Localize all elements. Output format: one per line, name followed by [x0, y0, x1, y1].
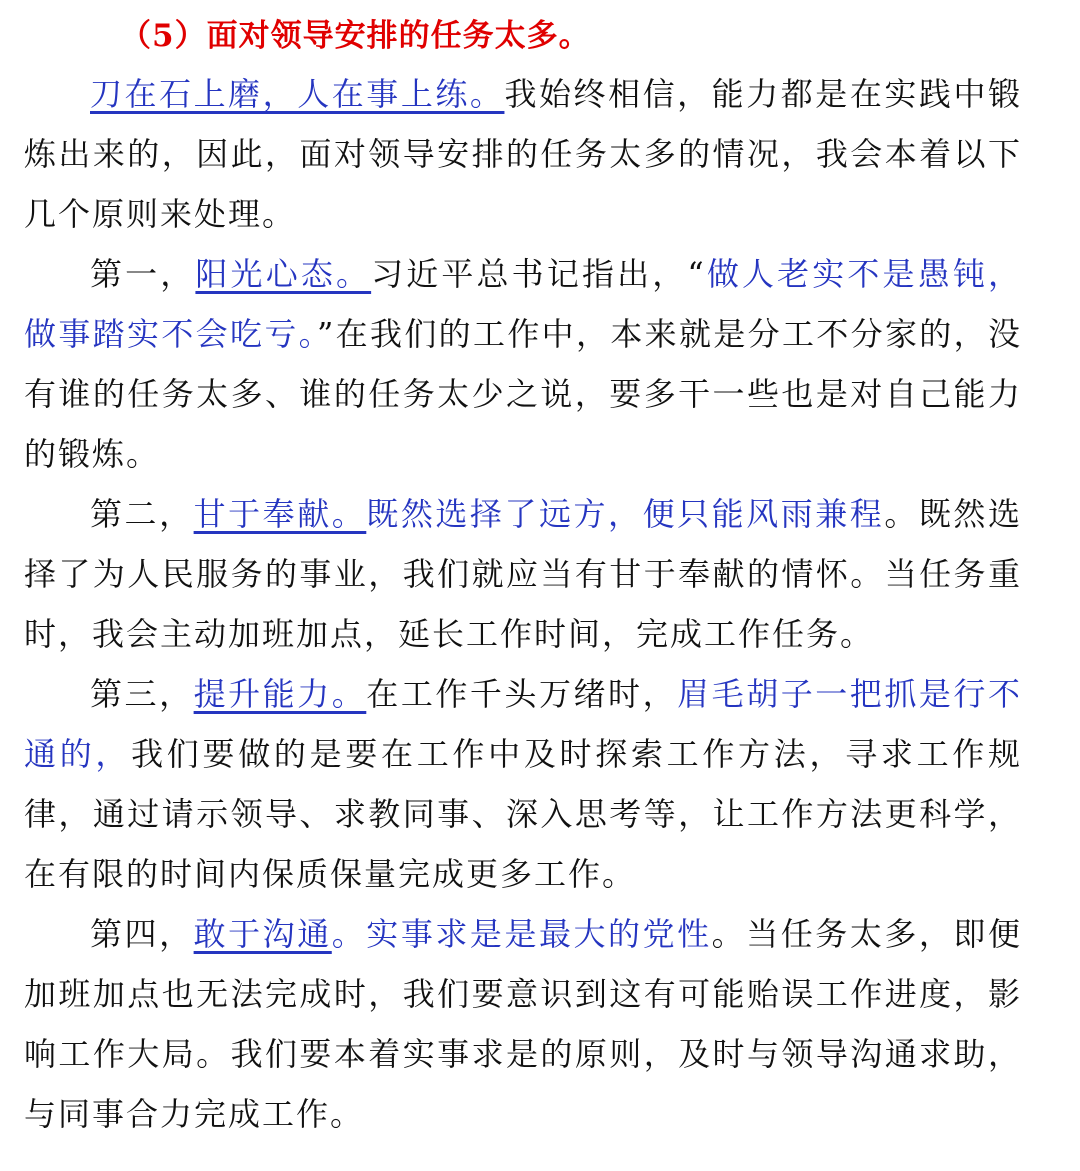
intro-text: 我始终相信，能力都是在实践中锻炼出来的，因此，面对领导安排的任务太多的情况，我会本着以下几个原则来处理。	[24, 75, 1022, 233]
paragraph-fourth-principle	[24, 904, 1022, 1144]
third-text-b: 我们要做的是要在工作中及时探索工作方法，寻求工作规律，通过请示领导、求教同事、深入思考等，让工作方法更科学，在有限的时间内保质保量完成更多工作。	[24, 735, 1022, 893]
paragraph-intro	[24, 64, 1022, 244]
quote-sharpen-on-stone: 刀在石上磨，人在事上练。	[90, 75, 505, 113]
second-point: 甘于奉献。	[193, 495, 367, 533]
second-text: 。既然选择了为人民服务的事业，我们就应当有甘于奉献的情怀。当任务重时，我会主动加班加点，延长工作时间，完成工作任务。	[24, 495, 1022, 653]
fourth-text: 。当任务太多，即便加班加点也无法完成时，我们要意识到这有可能贻误工作进度，影响工作大局。我们要本着实事求是的原则，及时与领导沟通求助，与同事合力完成工作。	[24, 915, 1022, 1133]
second-quote: 既然选择了远方，便只能风雨兼程	[366, 495, 885, 533]
first-text-a: 习近平总书记指出，“	[371, 255, 706, 293]
first-lead: 第一，	[90, 255, 196, 293]
paragraph-third-principle	[24, 664, 1022, 904]
section-heading: （5）面对领导安排的任务太多。	[120, 18, 591, 54]
first-quote: 做人老实不是愚钝，做事踏实不会吃亏。	[24, 255, 1022, 353]
fourth-point: 敢于沟通	[193, 915, 332, 953]
third-lead: 第三，	[90, 675, 194, 713]
first-point: 阳光心态。	[195, 255, 372, 293]
third-text-a: 在工作千头万绪时，	[366, 675, 678, 713]
fourth-quote: 。实事求是是最大的党性	[331, 915, 712, 953]
paragraph-first-principle	[24, 244, 1022, 484]
first-text-b: ”在我们的工作中，本来就是分工不分家的，没有谁的任务太多、谁的任务太少之说，要多干一些也是对自己能力的锻炼。	[24, 315, 1022, 473]
third-quote: 眉毛胡子一把抓是行不通的，	[24, 675, 1022, 773]
third-point: 提升能力。	[193, 675, 367, 713]
fourth-lead: 第四，	[90, 915, 194, 953]
second-lead: 第二，	[90, 495, 194, 533]
paragraph-second-principle	[24, 484, 1022, 664]
